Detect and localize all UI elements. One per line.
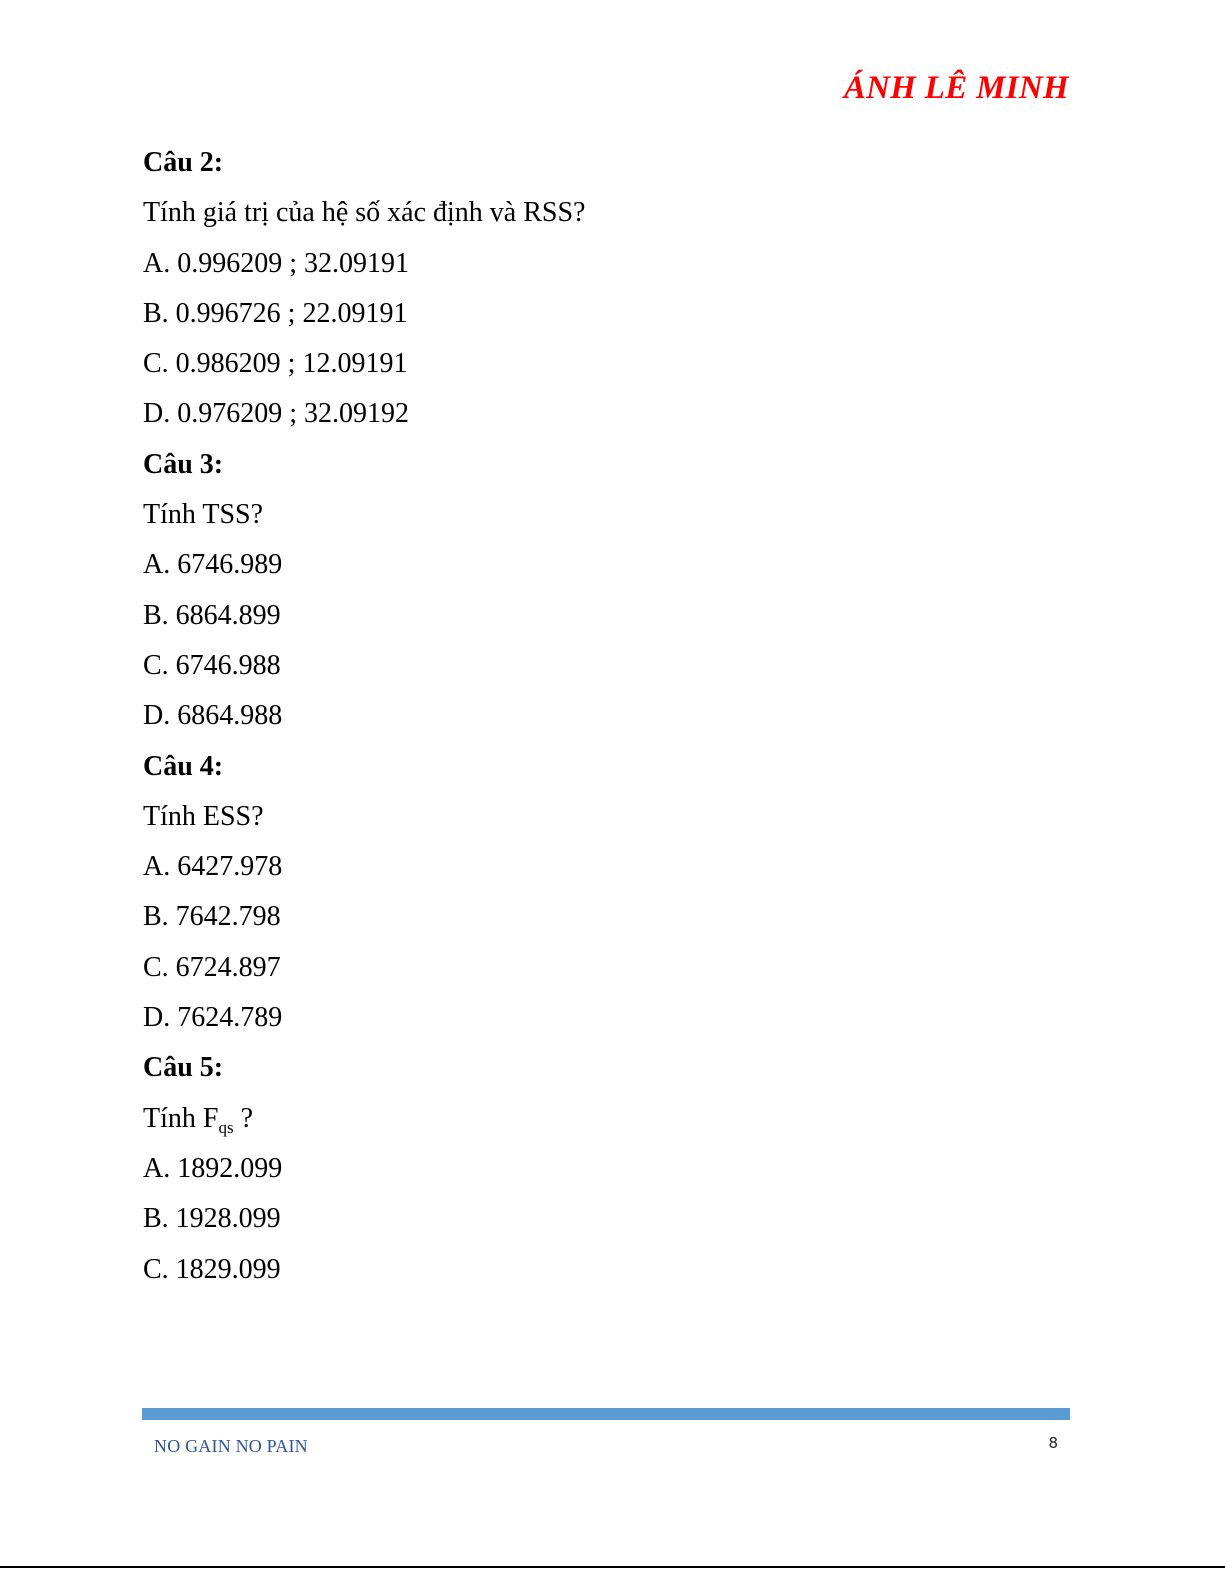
header-author-name: ÁNH LÊ MINH — [843, 70, 1069, 106]
answer-option: B. 0.996726 ; 22.09191 — [143, 297, 408, 329]
question-prompt — [143, 1094, 1083, 1144]
question-prompt: Tính TSS? — [143, 499, 264, 531]
question-block — [143, 138, 1083, 440]
question-prompt-subscript: qs — [218, 1117, 234, 1137]
page-number: 8 — [1048, 1434, 1058, 1452]
footer-divider-bar — [142, 1408, 1070, 1420]
answer-option: C. 6746.988 — [143, 649, 281, 681]
footer-motto: NO GAIN NO PAIN — [154, 1436, 308, 1456]
question-title: Câu 4: — [143, 750, 224, 782]
answer-option: A. 1892.099 — [143, 1152, 283, 1184]
answer-option: B. 6864.899 — [143, 599, 281, 631]
answer-option: A. 0.996209 ; 32.09191 — [143, 247, 409, 279]
question-prompt: Tính giá trị của hệ số xác định và RSS? — [143, 197, 586, 229]
answer-option: B. 1928.099 — [143, 1203, 281, 1235]
answer-option: D. 0.976209 ; 32.09192 — [143, 398, 409, 430]
question-title: Câu 2: — [143, 147, 224, 178]
question-title: Câu 3: — [143, 448, 224, 480]
answer-option: B. 7642.798 — [143, 901, 281, 933]
answer-option: D. 7624.789 — [143, 1002, 283, 1034]
question-prompt-suffix: ? — [233, 1102, 254, 1134]
page-bottom-edge — [0, 1566, 1225, 1568]
answer-option: D. 6864.988 — [143, 700, 283, 732]
question-prompt-text: Tính F — [143, 1102, 219, 1134]
question-block — [143, 1043, 1083, 1294]
question-list — [143, 138, 1083, 1295]
answer-option: A. 6746.989 — [143, 549, 283, 581]
answer-option: A. 6427.978 — [143, 851, 283, 883]
question-prompt: Tính ESS? — [143, 800, 264, 832]
question-title: Câu 5: — [143, 1052, 224, 1084]
question-block — [143, 440, 1083, 742]
question-block — [143, 742, 1083, 1044]
answer-option: C. 6724.897 — [143, 951, 281, 983]
answer-option: C. 1829.099 — [143, 1253, 281, 1285]
answer-option: C. 0.986209 ; 12.09191 — [143, 348, 408, 380]
